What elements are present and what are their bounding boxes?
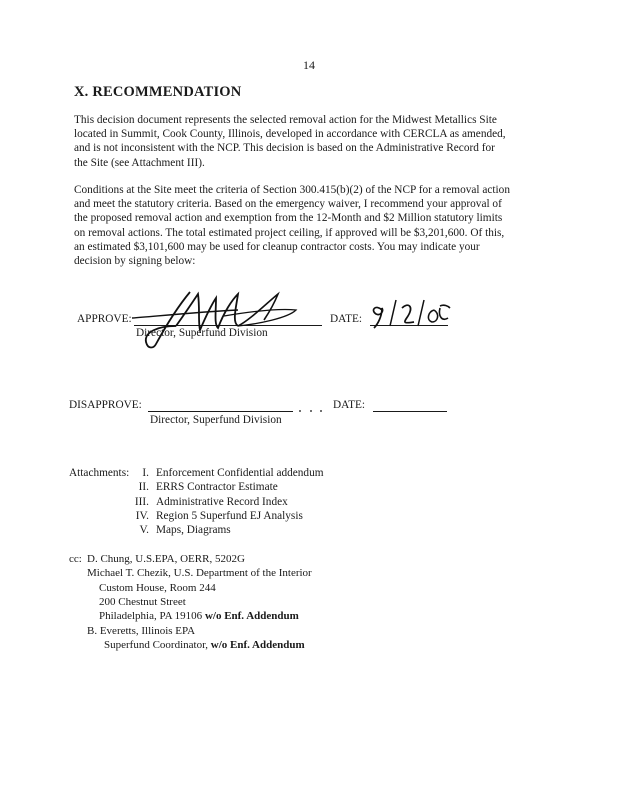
paragraph-line: and is not inconsistent with the NCP. This decision is based on the Administrative Record for xyxy=(74,142,495,155)
approve-handwritten-date xyxy=(368,296,452,332)
paragraph-line: This decision document represents the selected removal action for the Midwest Metallics Site xyxy=(74,114,497,126)
stray-mark xyxy=(310,410,312,412)
approve-title: Director, Superfund Division xyxy=(136,327,268,339)
cc-line: Philadelphia, PA 19106 xyxy=(99,610,203,622)
paragraph-line: an estimated $3,101,600 may be used for cleanup contractor costs. You may indicate your xyxy=(74,240,480,253)
attachment-item: Enforcement Confidential addendum xyxy=(156,467,324,479)
cc-line: w/o Enf. Addendum xyxy=(204,610,299,622)
paragraph-line: Conditions at the Site meet the criteria of Section 300.415(b)(2) of the NCP for a removal action xyxy=(74,184,510,196)
stray-mark xyxy=(299,410,301,412)
cc-line: Superfund Coordinator, xyxy=(104,639,209,651)
paragraph-conditions xyxy=(74,183,554,268)
cc-line: w/o Enf. Addendum xyxy=(210,639,305,651)
disapprove-title: Director, Superfund Division xyxy=(150,414,282,426)
approve-signature xyxy=(128,282,298,354)
attachment-item: ERRS Contractor Estimate xyxy=(156,481,278,493)
stray-mark xyxy=(320,410,322,412)
cc-line: D. Chung, U.S.EPA, OERR, 5202G xyxy=(87,553,245,565)
paragraph-line: on removal actions. The total estimated project ceiling, if approved will be $3,201,600. Of this, xyxy=(74,226,505,239)
cc-line: Custom House, Room 244 xyxy=(99,582,216,594)
section-heading: X. RECOMMENDATION xyxy=(74,84,242,100)
disapprove-label: DISAPPROVE: xyxy=(69,399,142,411)
page-number: 14 xyxy=(303,58,315,72)
attachment-number: III. xyxy=(134,496,149,508)
attachment-item: Maps, Diagrams xyxy=(156,524,231,536)
cc-line: B. Everetts, Illinois EPA xyxy=(87,625,196,637)
paragraph-decision xyxy=(74,113,554,170)
attachment-item: Administrative Record Index xyxy=(156,496,288,508)
paragraph-line: located in Summit, Cook County, Illinois, developed in accordance with CERCLA as amended, xyxy=(74,128,506,141)
disapprove-signature-line[interactable] xyxy=(148,411,293,412)
approve-label: APPROVE: xyxy=(77,313,132,325)
disapprove-date-label: DATE: xyxy=(333,399,366,411)
attachment-number: II. xyxy=(138,481,149,493)
paragraph-line: the proposed removal action and exemption from the 12-Month and $2 Million statutory limits xyxy=(74,212,503,225)
paragraph-line: and meet the statutory criteria. Based on the emergency waiver, I recommend your approval of xyxy=(74,198,502,211)
cc-label: cc: xyxy=(69,553,82,565)
attachment-number: I. xyxy=(142,467,149,479)
attachment-number: V. xyxy=(139,524,149,536)
cc-line: Michael T. Chezik, U.S. Department of the Interior xyxy=(87,567,312,579)
paragraph-line: the Site (see Attachment III). xyxy=(74,156,205,169)
paragraph-line: decision by signing below: xyxy=(74,255,196,268)
cc-line: 200 Chestnut Street xyxy=(99,596,186,608)
attachments-label: Attachments: xyxy=(69,467,130,479)
attachment-item: Region 5 Superfund EJ Analysis xyxy=(156,510,303,522)
approve-date-label: DATE: xyxy=(330,313,363,325)
attachment-number: IV. xyxy=(135,510,149,522)
disapprove-date-line[interactable] xyxy=(373,411,447,412)
